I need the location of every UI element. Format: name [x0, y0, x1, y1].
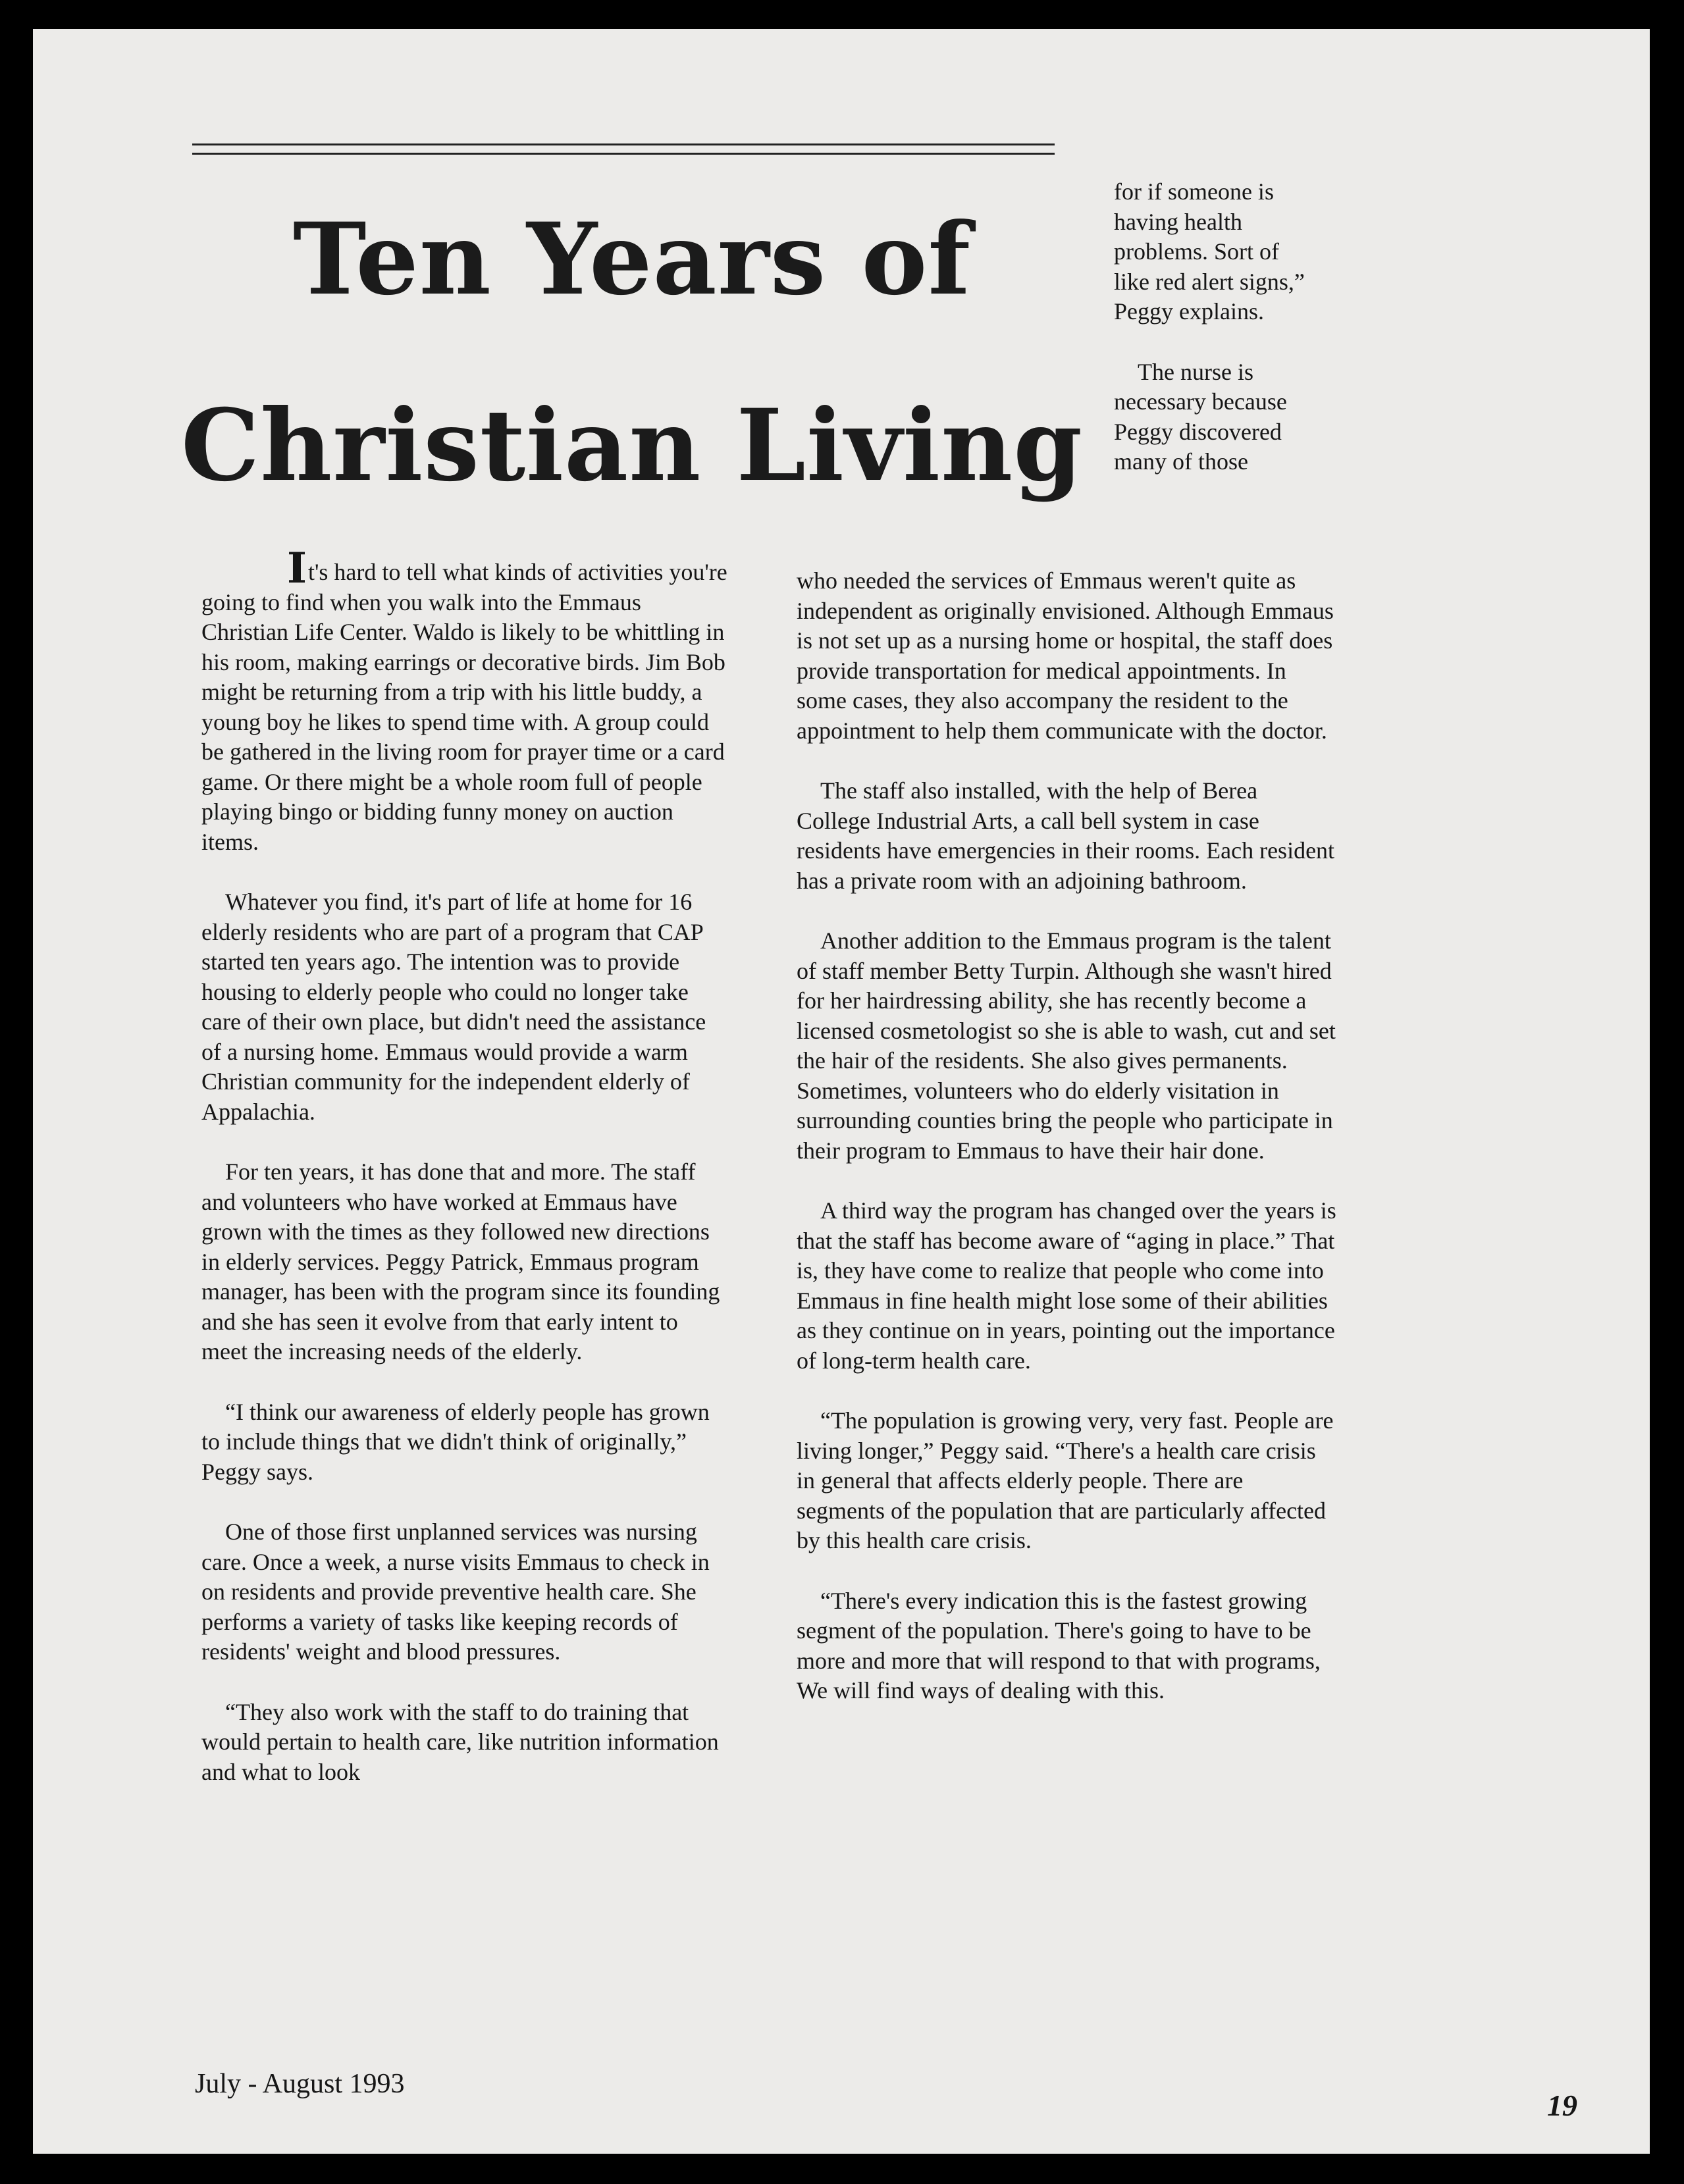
paragraph: who needed the services of Emmaus weren't quite as independent as originally envisioned. Although Emmaus is not set up as a nursing home or hospital, the staff does provide transportation for medical appointments. In some cases, they also accompany the resident to the appointment to help them communicate with the doctor.	[797, 567, 1334, 744]
paragraph: “They also work with the staff to do training that would pertain to health care, like nutrition information and what to look	[201, 1698, 719, 1785]
lead-paragraph	[201, 544, 728, 857]
narrow-column	[1114, 177, 1311, 507]
article-title-line2: Christian Living	[180, 388, 1084, 504]
title-rules	[192, 143, 1055, 158]
paragraph: Whatever you find, it's part of life at home for 16 elderly residents who are part of a program that CAP started ten years ago. The intention was to provide housing to elderly people who could no longer take care of their own place, but didn't need the assistance of a nursing home. Emmaus would provide a warm Christian community for the independent elderly of Appalachia.	[201, 889, 706, 1125]
issue-date: July - August 1993	[195, 2069, 405, 2099]
paragraph: for if someone is having health problems. Sort of like red alert signs,” Peggy explains.	[1114, 178, 1305, 325]
article-title-line1: Ten Years of	[292, 201, 972, 317]
magazine-page	[33, 29, 1650, 2154]
paragraph: “The population is growing very, very fast. People are living longer,” Peggy said. “There's a health care crisis in general that affects elderly people. There are segments of the population that are particularly affected by this health care crisis.	[797, 1407, 1334, 1553]
paragraph: Another addition to the Emmaus program is the talent of staff member Betty Turpin. Although she wasn't hired for her hairdressing ability, she has recently become a licensed cosmetologist so she is able to wash, cut and set the hair of the residents. She also gives permanents. Sometimes, volunteers who do elderly visitation in surrounding counties bring the people who participate in their program to Emmaus to have their hair done.	[797, 927, 1336, 1164]
paragraph-text: t's hard to tell what kinds of activities you're going to find when you walk into the Emmaus Christian Life Center. Waldo is likely to be whittling in his room, making earrings or decorative birds. Jim Bob might be returning from a trip with his little buddy, a young boy he likes to spend time with. A group could be gathered in the living room for prayer time or a card game. Or there might be a whole room full of people playing bingo or bidding funny money on auction items.	[201, 559, 727, 855]
right-column	[797, 566, 1336, 1736]
paragraph: “I think our awareness of elderly people has grown to include things that we didn't think of originally,” Peggy says.	[201, 1398, 710, 1485]
left-column	[201, 544, 728, 1817]
paragraph: The nurse is necessary because Peggy discovered many of those	[1114, 358, 1287, 475]
rule-line	[192, 153, 1055, 155]
paragraph: The staff also installed, with the help of Berea College Industrial Arts, a call bell system in case residents have emergencies in their rooms. Each resident has a private room with an adjoining bathroom.	[797, 777, 1335, 894]
paragraph: A third way the program has changed over the years is that the staff has become aware of “aging in place.” That is, they have come to realize that people who come into Emmaus in fine health might lose some of their abilities as they continue on in years, pointing out the importance of long-term health care.	[797, 1197, 1336, 1374]
paragraph: One of those first unplanned services was nursing care. Once a week, a nurse visits Emmaus to check in on residents and provide preventive health care. She performs a variety of tasks like keeping records of residents' weight and blood pressures.	[201, 1519, 710, 1665]
dropcap: I	[287, 544, 307, 593]
rule-line	[192, 143, 1055, 145]
paragraph: For ten years, it has done that and more. The staff and volunteers who have worked at Emmaus have grown with the times as they followed new directions in elderly services. Peggy Patrick, Emmaus program manager, has been with the program since its founding and she has seen it evolve from that early intent to meet the increasing needs of the elderly.	[201, 1158, 720, 1365]
page-number: 19	[1547, 2089, 1577, 2122]
paragraph: “There's every indication this is the fastest growing segment of the population. There's going to have to be more and more that will respond to that with programs, We will find ways of dealing with this.	[797, 1587, 1321, 1703]
